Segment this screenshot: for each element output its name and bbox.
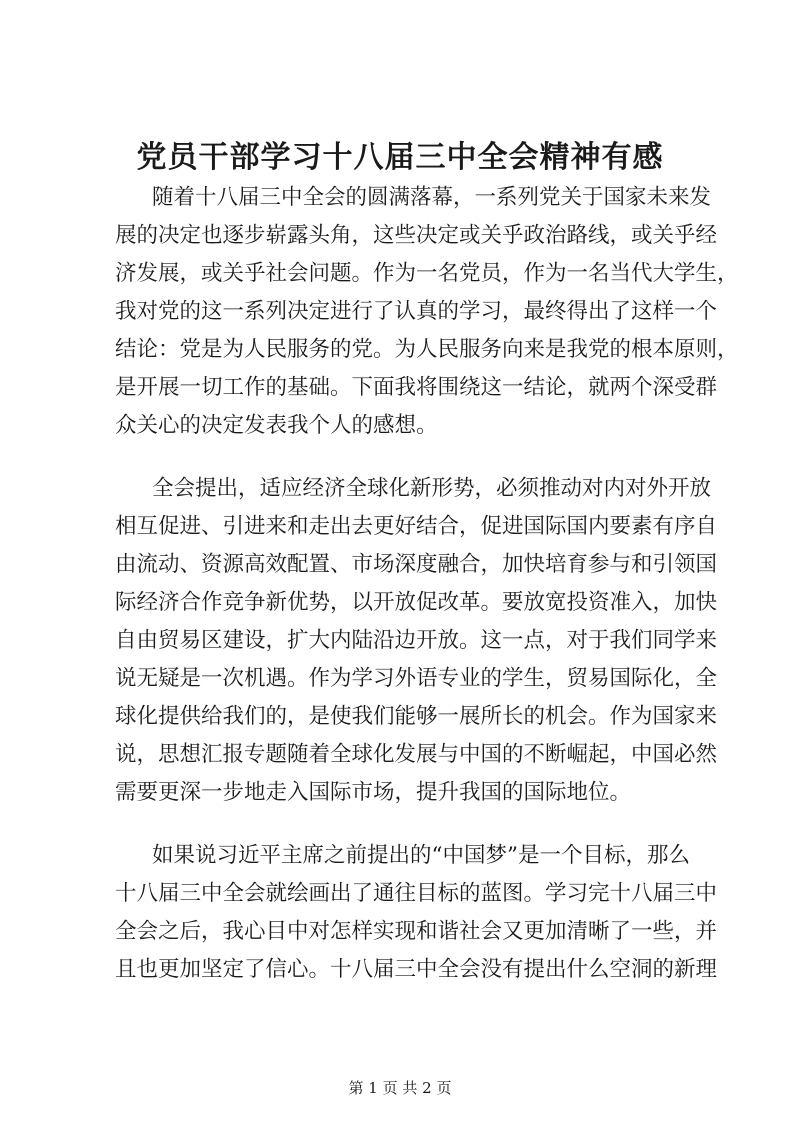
text-line: 需要更深一步地走入国际市场，提升我国的国际地位。 (115, 780, 632, 805)
text-line: 相互促进、引进来和走出去更好结合，促进国际国内要素有序自 (115, 514, 718, 539)
text-line: 且也更加坚定了信心。十八届三中全会没有提出什么空洞的新理 (115, 957, 718, 982)
text-line: 十八届三中全会就绘画出了通往目标的蓝图。学习完十八届三中 (115, 881, 718, 906)
text-line: 由流动、资源高效配置、市场深度融合，加快培育参与和引领国 (115, 552, 718, 577)
text-line: 展的决定也逐步崭露头角，这些决定或关乎政治路线，或关乎经 (115, 223, 718, 248)
text-line: 球化提供给我们的，是使我们能够一展所长的机会。作为国家来 (115, 704, 718, 729)
text-line: 众关心的决定发表我个人的感想。 (115, 413, 438, 438)
text-line: 自由贸易区建设，扩大内陆沿边开放。这一点，对于我们同学来 (115, 628, 718, 653)
text-line: 如果说习近平主席之前提出的“中国梦”是一个目标，那么 (152, 843, 690, 868)
page-footer: 第 1 页 共 2 页 (348, 1079, 452, 1097)
text-line: 随着十八届三中全会的圆满落幕，一系列党关于国家未来发 (152, 185, 712, 210)
text-line: 我对党的这一系列决定进行了认真的学习，最终得出了这样一个 (115, 299, 718, 324)
text-line: 全会提出，适应经济全球化新形势，必须推动对内对外开放 (152, 476, 712, 501)
text-line: 说，思想汇报专题随着全球化发展与中国的不断崛起，中国必然 (115, 742, 718, 767)
text-line: 结论：党是为人民服务的党。为人民服务向来是我党的根本原则， (115, 337, 739, 362)
text-line: 济发展，或关乎社会问题。作为一名党员，作为一名当代大学生， (115, 261, 739, 286)
text-line: 说无疑是一次机遇。作为学习外语专业的学生，贸易国际化，全 (115, 666, 718, 691)
text-line: 际经济合作竞争新优势，以开放促改革。要放宽投资准入，加快 (115, 590, 718, 615)
text-line: 是开展一切工作的基础。下面我将围绕这一结论，就两个深受群 (115, 375, 718, 400)
text-line: 全会之后，我心目中对怎样实现和谐社会又更加清晰了一些，并 (115, 919, 718, 944)
document-title: 党员干部学习十八届三中全会精神有感 (136, 140, 664, 175)
